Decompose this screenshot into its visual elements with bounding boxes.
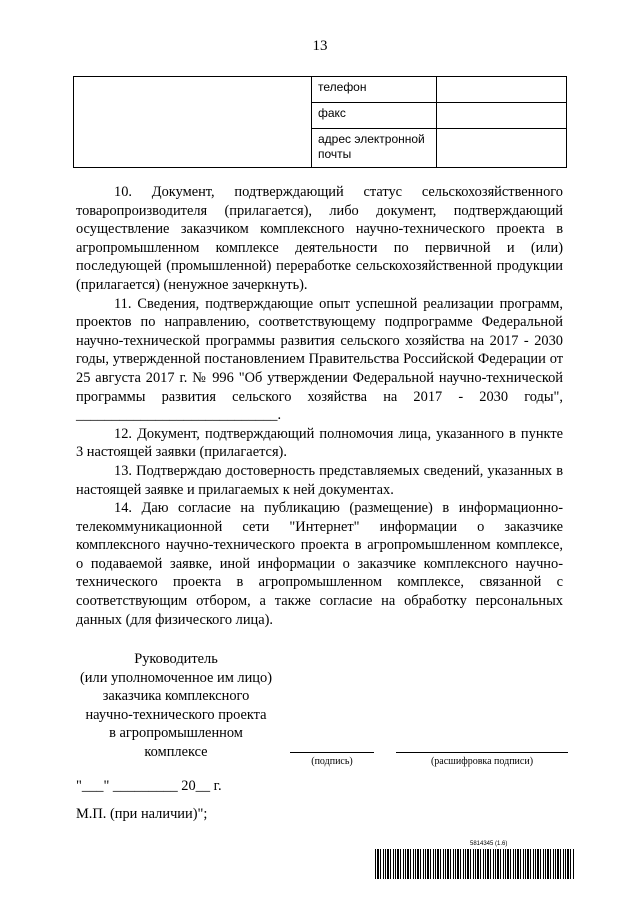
phone-value <box>437 77 567 103</box>
signature-caption: (подпись) <box>311 756 353 767</box>
signer-line: комплексе <box>144 743 208 760</box>
signer-title <box>60 650 292 762</box>
signer-line: научно-технического проекта <box>85 706 267 723</box>
fax-label: факс <box>312 103 437 129</box>
paragraph-12: 12. Документ, подтверждающий полномочия лица, указанного в пункте 3 настоящей заявки (прилагается). <box>76 425 563 461</box>
transcript-line <box>396 752 568 753</box>
paragraph-13: 13. Подтверждаю достоверность представляемых сведений, указанных в настоящей заявке и прилагаемых к ней документах. <box>76 462 563 498</box>
email-label: адрес электронной почты <box>312 129 437 168</box>
signer-line: заказчика комплексного <box>102 688 250 705</box>
table-row <box>74 77 567 103</box>
paragraph-14: 14. Даю согласие на публикацию (размещение) в информационно-телекоммуникационной сети "Интернет" информации о заказчике комплексного научно-технического проекта в агропромышленном комплексе, о подаваемой заявке, иной информации о заказчике комплексного научно-технического проекта в агропромышленном комплексе, связанной с соответствующим отбором, а также согласие на обработку персональных данных (для физического лица). <box>76 500 563 628</box>
phone-label: телефон <box>312 77 437 103</box>
email-value <box>437 129 567 168</box>
contact-table <box>73 76 567 168</box>
barcode-icon <box>375 849 575 879</box>
signer-line: (или уполномоченное им лицо) <box>80 669 272 686</box>
signer-line: Руководитель <box>134 651 218 667</box>
paragraph-11: 11. Сведения, подтверждающие опыт успешной реализации программ, проектов по направлению, соответствующему подпрограмме Федеральной научно-технической программы развития сельского хозяйства на 2017 - 2030 годы, утвержденной постановлением Правительства Российской Федерации от 25 августа 2017 г. № 996 "Об утверждении Федеральной научно-технической программы развития сельского хозяйства на 2017 - 2030 годы", ____________________________. <box>76 295 563 424</box>
paragraph-10: 10. Документ, подтверждающий статус сельскохозяйственного товаропроизводителя (прилагается), либо документ, подтверждающий осуществление заказчиком комплексного научно-технического проекта в агропромышленном комплексе деятельности по первичной и (или) последующей (промышленной) переработке сельскохозяйственной продукции (прилагается) (ненужное зачеркнуть). <box>76 184 563 293</box>
page-number: 13 <box>312 38 328 54</box>
signature-line <box>290 752 374 753</box>
date-line: "___" _________ 20__ г. <box>76 778 222 794</box>
signer-line: в агропромышленном <box>109 725 243 742</box>
barcode-id: 5814345 (1.6) <box>470 841 508 847</box>
table-cell-empty <box>74 77 312 168</box>
stamp-line: М.П. (при наличии)"; <box>76 806 208 822</box>
fax-value <box>437 103 567 129</box>
body-text <box>76 183 563 629</box>
transcript-caption: (расшифровка подписи) <box>430 756 534 767</box>
